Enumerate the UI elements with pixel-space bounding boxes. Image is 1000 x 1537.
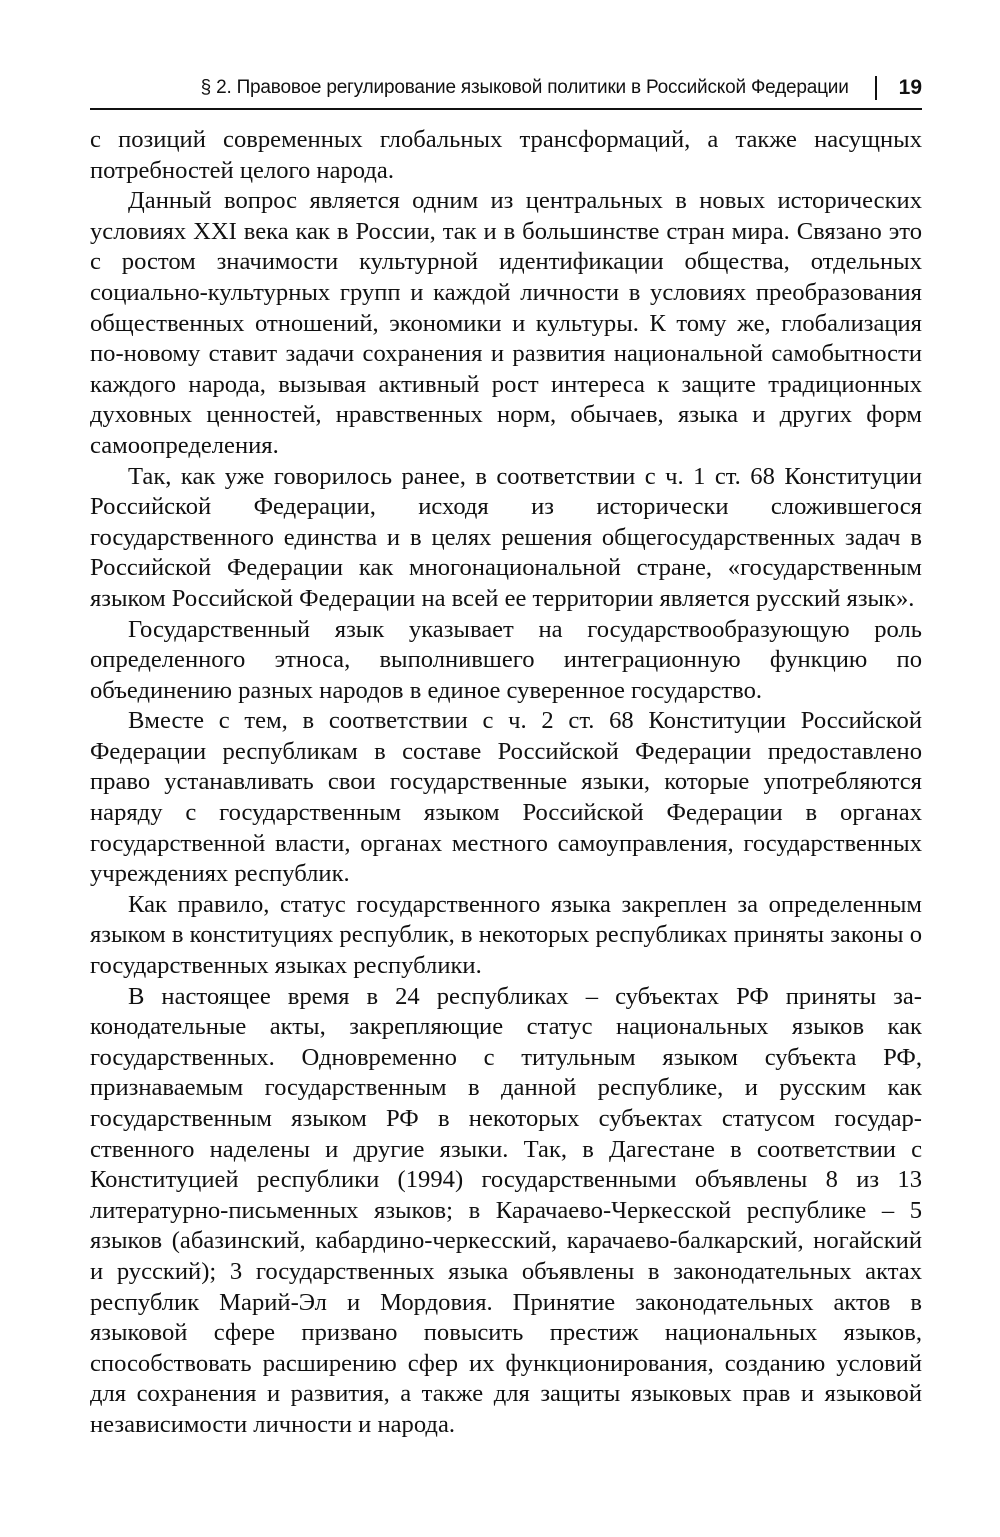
running-head — [90, 68, 922, 110]
book-page — [90, 68, 922, 1441]
paragraph-continuation: с позиций современных глобальных трансформаций, а также насущных потребностей целого народа. — [90, 126, 922, 184]
paragraph: Вместе с тем, в соответствии с ч. 2 ст. 68 Конституции Российской Федерации республикам в составе Российской Федерации предоставлено право устанавливать свои государственные языки, которые употребляются наряду с государственным языком Российской Федерации в органах государственной власти, органах местного самоуправления, государственных учреждениях республик. — [90, 707, 922, 888]
header-separator — [875, 76, 877, 100]
paragraph: Данный вопрос является одним из центральных в новых исторических условиях XXI века как в России, так и в большинстве стран мира. Связано это с ростом значимости культурной идентификации общества, отдельных социально-культурных групп и каждой личности в условиях преобразования общественных отношений, экономики и культуры. К тому же, глобализация по-новому ставит задачи сохранения и развития национальной самобытности каждого народа, вызывая активный рост интереса к защите традиционных духовных ценностей, нравственных норм, обычаев, языка и других форм самоопределения. — [90, 187, 922, 459]
body-text — [90, 125, 922, 1441]
paragraph: Так, как уже говорилось ранее, в соответствии с ч. 1 ст. 68 Конституции Российской Федерации, исходя из исторически сложившегося государственного единства и в целях решения общегосударственных задач в Российской Федерации как многонациональной стране, «государственным языком Российской Федерации на всей ее территории является русский язык». — [90, 462, 922, 612]
paragraph: В настоящее время в 24 республиках – субъектах РФ приняты законодательные акты, закрепляющие статус национальных языков как государственных. Одновременно с титульным языком субъекта РФ, признаваемым государственным в данной республике, и русским как государственным языком РФ в некоторых субъектах статусом государственного наделены и другие языки. Так, в Дагестане в соответствии с Конституцией республики (1994) государственными объявлены 8 из 13 литературно-письменных языков; в Карачаево-Черкесской республике – 5 языков (абазинский, кабардино-черкесский, карачаево-балкарский, ногайский и русский); 3 государственных языка объявлены в законодательных актах республик Марий-Эл и Мордовия. Принятие законодательных актов в языковой сфере призвано повысить престиж национальных языков, способствовать расширению сфер их функционирования, созданию условий для сохранения и развития, а также для защиты языковых прав и языковой независимости личности и народа. — [90, 982, 922, 1438]
section-title: § 2. Правовое регулирование языковой политики в Российской Федерации — [200, 77, 849, 98]
paragraph: Государственный язык указывает на государствообразующую роль определенного этноса, выполнившего интеграционную функцию по объединению разных народов в единое суверенное государство. — [90, 615, 922, 704]
paragraph: Как правило, статус государственного языка закреплен за определенным языком в конституциях республик, в некоторых республиках приняты законы о государственных языках республики. — [90, 890, 922, 980]
page-number: 19 — [898, 76, 922, 99]
